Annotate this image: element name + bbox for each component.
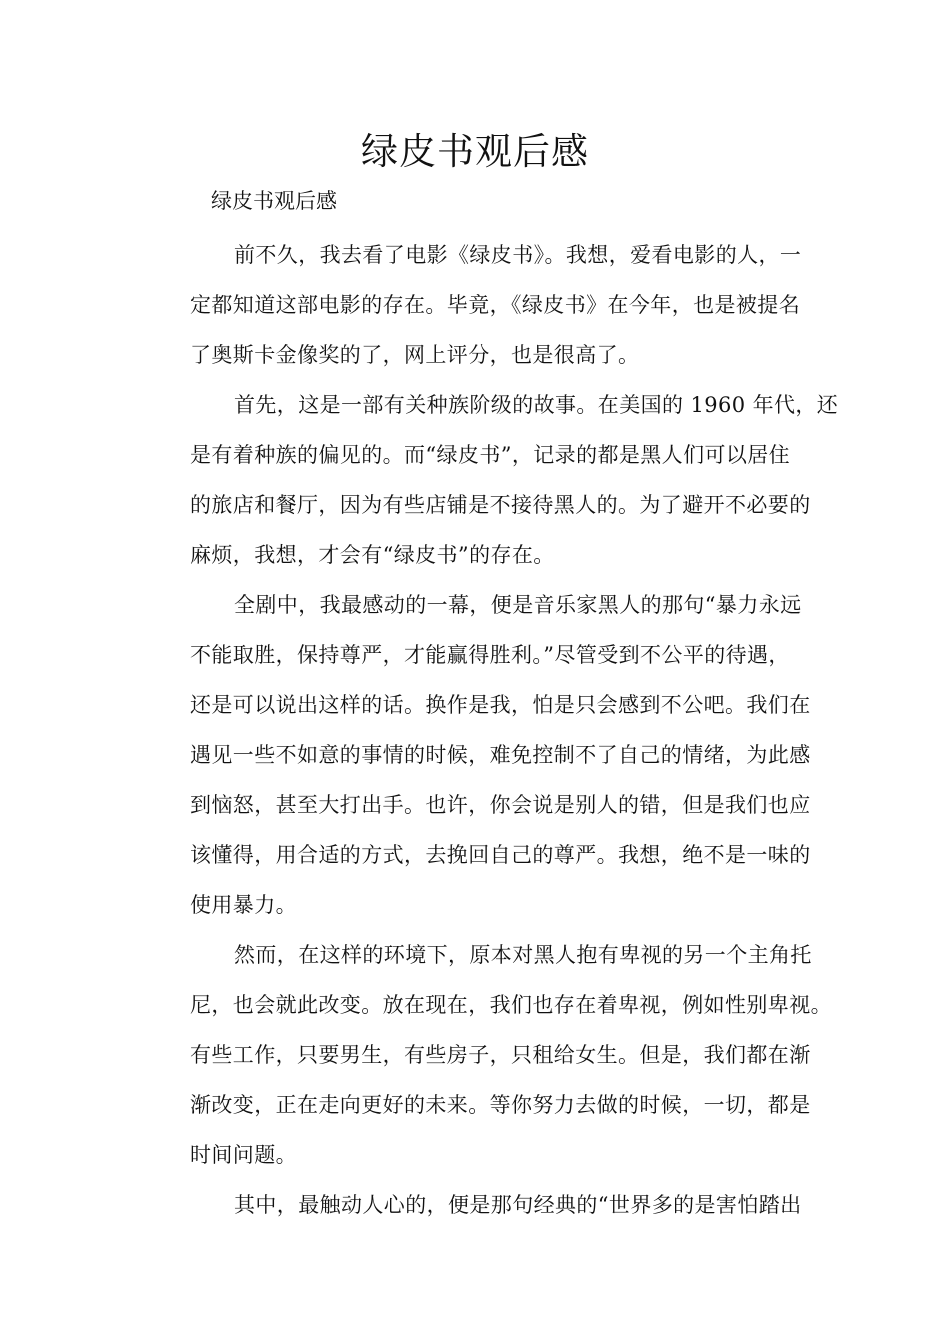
text-line: 的旅店和餐厅，因为有些店铺是不接待黑人的。为了避开不必要的 bbox=[190, 493, 811, 517]
text-line: 前不久，我去看了电影《绿皮书》。我想，爱看电影的人，一 bbox=[234, 243, 802, 267]
paragraph bbox=[146, 1180, 808, 1230]
text-line: 尼，也会就此改变。放在现在，我们也存在着卑视，例如性别卑视。 bbox=[190, 993, 832, 1017]
text-line: 时间问题。 bbox=[190, 1143, 297, 1167]
text-line: 渐改变，正在走向更好的未来。等你努力去做的时候，一切，都是 bbox=[190, 1093, 811, 1117]
document-title: 绿皮书观后感 bbox=[361, 130, 589, 173]
paragraph bbox=[146, 930, 832, 1180]
text-line: 然而，在这样的环境下，原本对黑人抱有卑视的另一个主角托 bbox=[234, 943, 812, 967]
paragraph bbox=[146, 380, 839, 580]
paragraph bbox=[146, 580, 811, 930]
text-line: 定都知道这部电影的存在。毕竟，《绿皮书》在今年，也是被提名 bbox=[190, 293, 801, 317]
document-body bbox=[146, 230, 839, 1230]
text-line: 首先，这是一部有关种族阶级的故事。在美国的 1960 年代，还 bbox=[234, 393, 839, 417]
text-line: 不能取胜，保持尊严，才能赢得胜利。”尽管受到不公平的待遇， bbox=[190, 643, 790, 667]
text-line: 麻烦，我想，才会有“绿皮书”的存在。 bbox=[190, 543, 555, 567]
paragraph bbox=[146, 230, 808, 380]
text-line: 还是可以说出这样的话。换作是我，怕是只会感到不公吧。我们在 bbox=[190, 693, 811, 717]
document-subtitle: 绿皮书观后感 bbox=[211, 189, 337, 213]
text-line: 该懂得，用合适的方式，去挽回自己的尊严。我想，绝不是一味的 bbox=[190, 843, 811, 867]
text-line: 了奥斯卡金像奖的了，网上评分，也是很高了。 bbox=[190, 343, 640, 367]
text-line: 使用暴力。 bbox=[190, 893, 297, 917]
text-line: 有些工作，只要男生，有些房子，只租给女生。但是，我们都在渐 bbox=[190, 1043, 811, 1067]
text-line: 是有着种族的偏见的。而“绿皮书”，记录的都是黑人们可以居住 bbox=[190, 443, 791, 467]
text-line: 其中，最触动人心的，便是那句经典的“世界多的是害怕踏出 bbox=[234, 1193, 802, 1217]
text-line: 全剧中，我最感动的一幕，便是音乐家黑人的那句“暴力永远 bbox=[234, 593, 802, 617]
text-line: 到恼怒，甚至大打出手。也许，你会说是别人的错，但是我们也应 bbox=[190, 793, 811, 817]
text-line: 遇见一些不如意的事情的时候，难免控制不了自己的情绪，为此感 bbox=[190, 743, 811, 767]
